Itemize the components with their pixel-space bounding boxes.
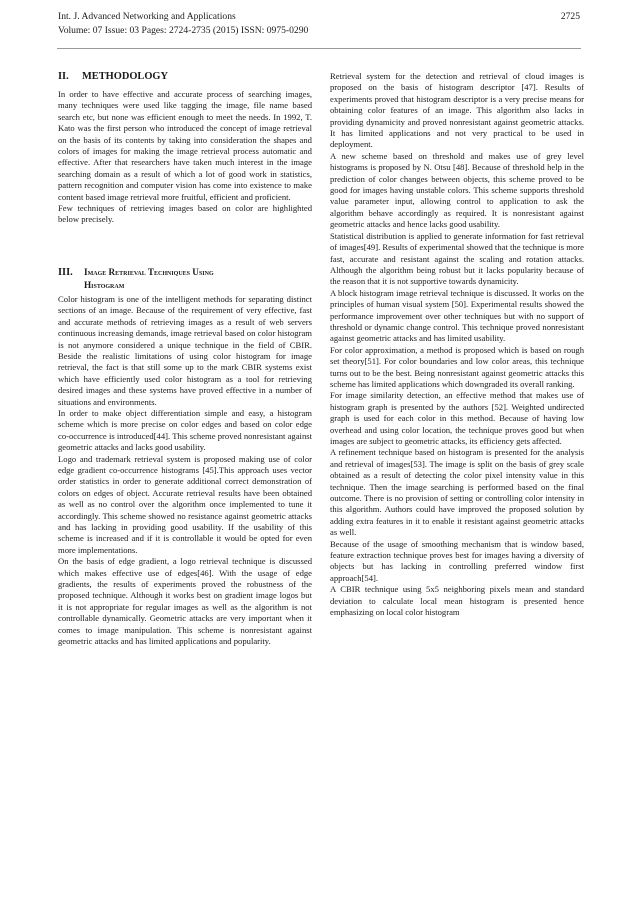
section-heading-methodology	[58, 70, 312, 83]
section-number: II.	[58, 71, 69, 82]
running-header	[58, 10, 308, 38]
section-number: III.	[58, 266, 73, 278]
paragraph: Few techniques of retrieving images based on color are highlighted below precisely.	[58, 203, 312, 225]
paragraph: A refinement technique based on histogram is presented for the analysis and retrieval of images[53]. The image is split on the basis of grey scale obtained as a result of detecting the color pixel intensity value in this technique. Then the image searching is performed based on the final outcome. There is no provision of setting or controlling color intensity in this algorithm. Authors could have improved the proposed solution by adding extra features in it to enable it resistant against geometric attacks as well.	[330, 447, 584, 538]
right-column	[330, 71, 584, 619]
volume-info: Volume: 07 Issue: 03 Pages: 2724-2735 (2015) ISSN: 0975-0290	[58, 25, 309, 36]
paragraph: In order to make object differentiation simple and easy, a histogram scheme which is more precise on color edges and based on color edge co-occurrence is introduced[44]. This scheme proved nonresistant against geometric attacks and lacks good usability.	[58, 407, 312, 453]
paragraph: In order to have effective and accurate process of searching images, many techniques were used like tagging the image, file name based search etc, but none was efficient enough to meet the needs. In 1992, T. Kato was the first person who introduced the concept of image retrieval on the basis of its contents by taking into consideration the shapes and colors of images for making the image retrieval process automatic and effective. After that researchers have taken much interest in the image searching domain as a result of which a lot of good work in statistics, pattern recognition and computer vision has come into existence to make content based image retrieval more fruitful, efficient and proficient.	[58, 89, 312, 202]
journal-name: Int. J. Advanced Networking and Applications	[58, 11, 236, 22]
paragraph: A new scheme based on threshold and makes use of grey level histograms is proposed by N. Otsu [48]. Because of threshold help in the prediction of color changes between objects, this scheme proved to be good for images having unstable colors. This scheme supports threshold value parameter input, allowing control to application to ask the algorithm behave accordingly as required. It is nonresistant against geometric attacks and hence lacks good usability.	[330, 150, 584, 230]
paragraph: Statistical distribution is applied to generate information for fast retrieval of images[49]. Results of experimental showed that the technique is more fast, accurate and resistant against the scaling and rotation attacks. Although the algorithm being robust but it lacks popularity because of the reason that it is not supportive towards dynamicity.	[330, 230, 584, 287]
section-title-line2: Histogram	[84, 279, 125, 290]
paragraph: For image similarity detection, an effective method that makes use of histogram graph is presented by the authors [52]. Weighted undirected graph is used for each color in this method. Because of having low overhead and using color location, the technique proves good but when images are subject to geometric attacks, its efficiency gets affected.	[330, 390, 584, 446]
paragraph: Logo and trademark retrieval system is proposed making use of color edge gradient co-occurrence histograms [45].This approach uses vector order statistics in order to generate additional correct demonstration of colors on edges of object. Accurate retrieval results have been obtained as well as no control over the algorithm once implemented to tune it accordingly. This scheme showed no resistance against geometric attacks and has lacking in providing good usability. If the usability of this scheme is increased and if it is controllable it would be opted for even more implementations.	[58, 453, 312, 555]
paragraph: On the basis of edge gradient, a logo retrieval technique is discussed which makes effective use of edges[46]. With the usage of edge gradients, the results of experiments proved the robustness of the proposed technique. Although it works best on gradient image logos but it is not appropriate for regular images as well as the algorithm is not controllable dynamically. Geometric attacks are very important when it comes to image manipulation. This scheme is nonresistant against geometric attacks and has limited applications and popularity.	[58, 556, 312, 647]
paragraph: Because of the usage of smoothing mechanism that is window based, feature extraction technique proves best for images having a diversity of objects but has lacking in controlling preferred window first approach[54].	[330, 538, 584, 583]
paragraph: A block histogram image retrieval technique is discussed. It works on the principles of human visual system [50]. Experimental results showed the performance improvement over other techniques but with no support of threshold or dynamic change control. This technique proved nonresistant against geometric attacks and has limited usability.	[330, 287, 584, 344]
section-title: METHODOLOGY	[82, 71, 169, 82]
paragraph: Retrieval system for the detection and retrieval of cloud images is proposed on the basis of histogram descriptor [47]. Results of experiments proved that histogram descriptor is a very precise means for obtaining color features of an image. This algorithm also lacks in providing dynamicity and proved nonresistant against geometric attacks. It has limited applications and not very practical to be used in deployment.	[330, 71, 584, 150]
header-rule	[57, 48, 581, 49]
paragraph: A CBIR technique using 5x5 neighboring pixels mean and standard deviation to calculate local mean histogram is presented hence emphasizing on local color histogram	[330, 584, 584, 618]
page-number: 2725	[560, 11, 580, 22]
section-title-line1: Image Retrieval Techniques Using	[84, 266, 214, 277]
section-heading-histogram	[58, 266, 312, 292]
paragraph: For color approximation, a method is proposed which is based on rough set theory[51]. For color boundaries and low color areas, this technique turns out to be the best. Being nonresistant against geometric attacks this scheme has limited applications which downgraded its overall ranking.	[330, 344, 584, 389]
left-column	[58, 70, 312, 647]
paragraph: Color histogram is one of the intelligent methods for separating distinct sections of an image. Because of the requirement of very effective, fast and accurate methods of retrieving images as a result of web servers continuous increasing demands, image retrieval based on color histogram is not anymore considered a unique technique in the field of CBIR. Beside the realistic limitations of using color histogram for image retrieval, the fact is that still some up to the mark CBIR systems exist which have efficiently used color histogram as a tool for retrieving desired images and these systems have proved effective in a number of situations and environments.	[58, 293, 312, 407]
